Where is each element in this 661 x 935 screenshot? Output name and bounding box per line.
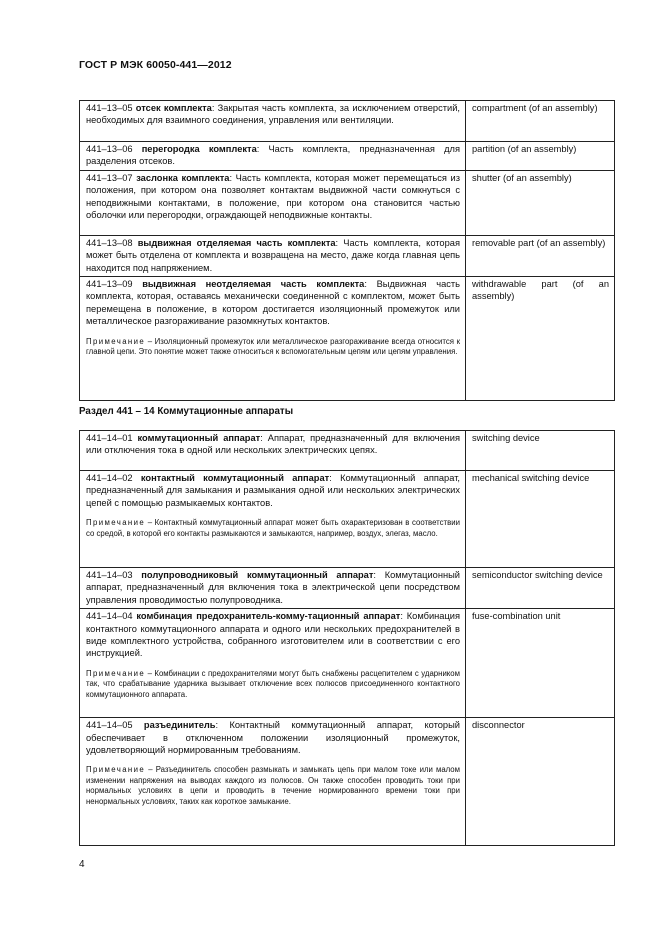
table-row xyxy=(80,277,615,401)
term-text: : Аппарат, предназначенный для включения или отключения тока в одной или нескольких электрических цепях. xyxy=(86,433,460,456)
terms-table-2 xyxy=(79,430,615,846)
table-row xyxy=(80,170,615,235)
term-number: 441–14–04 xyxy=(86,611,133,622)
english-term: switching device xyxy=(466,431,615,471)
term-definition xyxy=(80,568,466,609)
english-term: shutter (of an assembly) xyxy=(466,170,615,235)
term-number: 441–14–03 xyxy=(86,570,133,580)
term-number: 441–13–08 xyxy=(86,237,133,248)
term-text: : Часть комплекта, которая может перемещаться из положения, при котором она позволяет контактам выдвижной части сомкнуться с неподвижными контактами, в положение, при котором она становится частью оболочки или перегородки, ограждающей неподвижные контакты. xyxy=(86,172,460,221)
terms-table-1 xyxy=(79,100,615,401)
term-name: отсек комплекта xyxy=(135,103,212,113)
term-number: 441–13–07 xyxy=(86,172,133,183)
document-header: ГОСТ Р МЭК 60050-441—2012 xyxy=(79,59,232,71)
english-term: mechanical switching device xyxy=(466,471,615,568)
note-label: Примечание xyxy=(86,765,146,775)
term-text: : Часть комплекта, которая может быть отделена от комплекта и возвращена на место, даже когда главная цепь находится под напряжением. xyxy=(86,237,460,273)
page-number: 4 xyxy=(79,859,85,870)
term-name: перегородка комплекта xyxy=(141,144,257,154)
term-definition xyxy=(80,718,466,846)
table-row xyxy=(80,609,615,718)
note-label: Примечание xyxy=(86,518,146,528)
term-note xyxy=(86,669,460,700)
english-term: compartment (of an assembly) xyxy=(466,101,615,142)
term-note xyxy=(86,518,460,539)
english-term: disconnector xyxy=(466,718,615,846)
note-label: Примечание xyxy=(86,668,146,678)
table-row xyxy=(80,471,615,568)
term-definition xyxy=(80,277,466,401)
term-note xyxy=(86,337,460,358)
note-text: – Разъединитель способен размыкать и замыкать цепь при малом токе или малом изменении напряжения на выводах каждого из полюсов. Он также способен проводить токи при нормальных условиях в цепи и проводить в течение нормированного времени токи при ненормальных условиях, таких как короткое замыкание. xyxy=(86,765,460,806)
term-note xyxy=(86,765,460,807)
english-term: removable part (of an assembly) xyxy=(466,235,615,276)
term-name: коммутационный аппарат xyxy=(137,433,261,443)
table-row xyxy=(80,142,615,171)
english-term: fuse-combination unit xyxy=(466,609,615,718)
term-name: выдвижная неотделяемая часть комплекта xyxy=(142,279,365,290)
term-number: 441–13–06 xyxy=(86,144,133,154)
term-text: : Выдвижная часть комплекта, которая, оставаясь механически соединенной с комплектом, может быть перемещена в положение, в котором достигается изоляционный промежуток или металлическое разгораживание разомкнутых контактов. xyxy=(86,279,460,327)
term-name: выдвижная отделяемая часть комплекта xyxy=(137,237,336,248)
term-text: : Часть комплекта, предназначенная для разделения отсеков. xyxy=(86,144,460,167)
term-definition xyxy=(80,471,466,568)
term-number: 441–14–02 xyxy=(86,473,133,483)
term-definition xyxy=(80,609,466,718)
section-title: Раздел 441 – 14 Коммутационные аппараты xyxy=(79,406,294,417)
term-name: комбинация предохранитель-комму-тационный аппарат xyxy=(136,611,401,622)
note-text: – Комбинации с предохранителями могут быть снабжены расцепителем с ударником так, что срабатывание ударника вызывает отключение всех полюсов присоединенного контактного коммутационного аппарата. xyxy=(86,668,460,699)
term-text: : Контактный коммутационный аппарат, который обеспечивает в отключенном положении изоляционный промежуток, удовлетворяющий нормированным требованиям. xyxy=(86,720,460,756)
table-row xyxy=(80,235,615,276)
table-row xyxy=(80,568,615,609)
term-definition xyxy=(80,142,466,171)
table-row xyxy=(80,718,615,846)
term-definition xyxy=(80,101,466,142)
table-row xyxy=(80,431,615,471)
term-definition xyxy=(80,235,466,276)
english-term: semiconductor switching device xyxy=(466,568,615,609)
note-label: Примечание xyxy=(86,336,146,346)
term-name: заслонка комплекта xyxy=(136,172,230,183)
english-term: partition (of an assembly) xyxy=(466,142,615,171)
english-term: withdrawable part (of an assembly) xyxy=(466,277,615,401)
term-name: полупроводниковый коммутационный аппарат xyxy=(141,570,374,580)
term-number: 441–13–05 xyxy=(86,103,133,113)
term-name: контактный коммутационный аппарат xyxy=(140,473,330,483)
term-text: : Комбинация контактного коммутационного аппарата и одного или нескольких предохранителей в виде комплектного устройства, собранного изготовителем или в соответствии с его инструкцией. xyxy=(86,611,461,659)
note-text: – Изоляционный промежуток или металлическое разгораживание всегда относится к главной цепи. Это понятие может также относиться к вспомогательным цепям или цепям управления. xyxy=(86,336,460,357)
term-text: : Закрытая часть комплекта, за исключением отверстий, необходимых для взаимного соединения, управления или вентиляции. xyxy=(86,103,460,126)
table-row xyxy=(80,101,615,142)
term-number: 441–14–01 xyxy=(86,433,133,443)
term-name: разъединитель xyxy=(143,720,216,731)
term-definition xyxy=(80,170,466,235)
term-definition xyxy=(80,431,466,471)
term-number: 441–14–05 xyxy=(86,720,133,731)
term-number: 441–13–09 xyxy=(86,279,133,290)
note-text: – Контактный коммутационный аппарат может быть охарактеризован в соответствии со средой, в которой его контакты размыкаются и замыкаются, например, воздух, элегаз, масло. xyxy=(86,518,460,538)
term-text: : Коммутационный аппарат, предназначенный для включения тока в электрической цепи посредством управления проводимостью полупроводника. xyxy=(86,570,460,605)
term-text: : Коммутационный аппарат, предназначенный для замыкания и размыкания одной или нескольких электрических цепей с помощью размыкаемых контактов. xyxy=(86,473,461,508)
